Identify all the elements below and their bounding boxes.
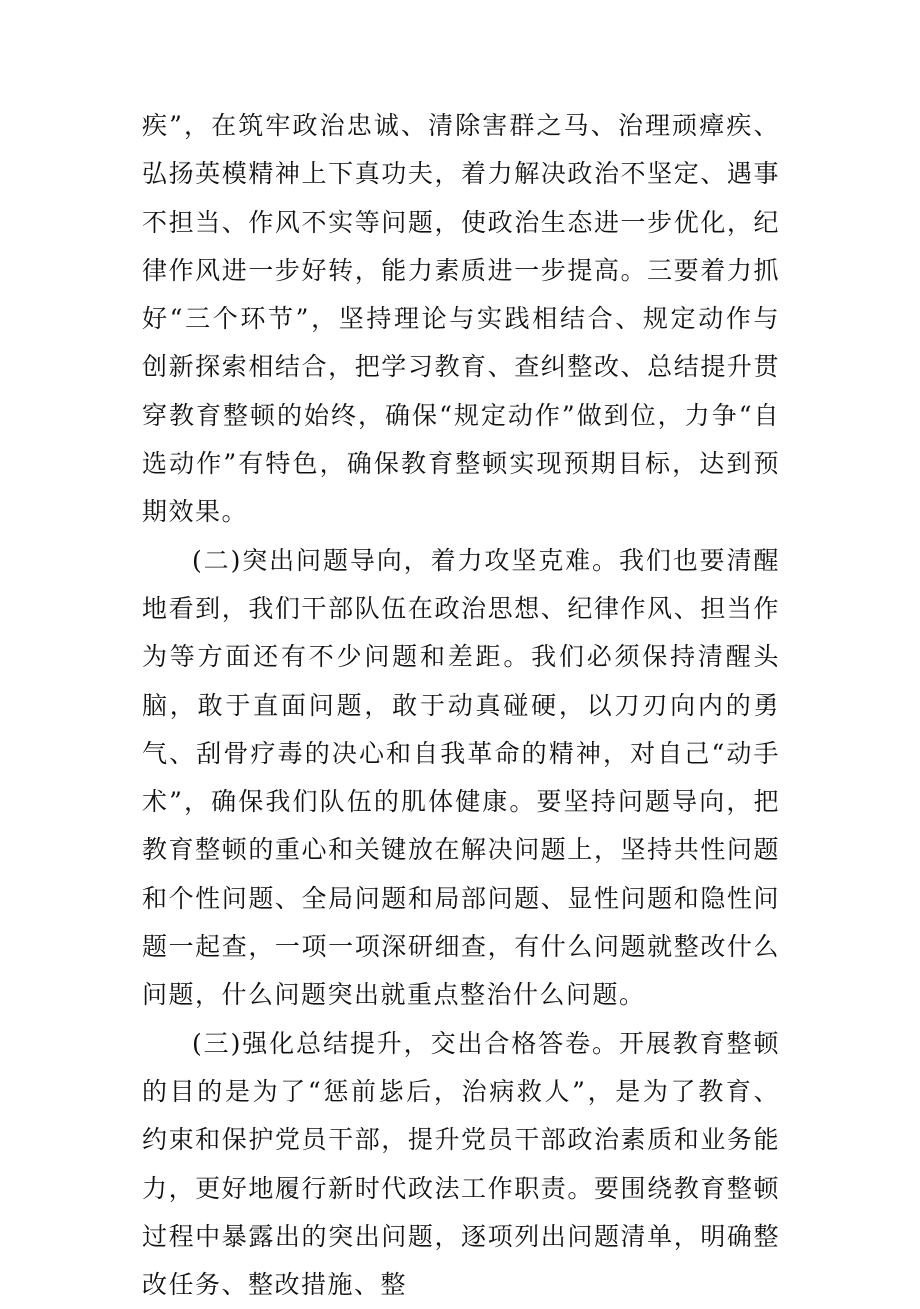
paragraph-section-three: (三)强化总结提升，交出合格答卷。开展教育整顿的目的是为了“惩前毖后，治病救人”，是为了教育、约束和保护党员干部，提升党员干部政治素质和业务能力，更好地履行新时代政法工作职责。要围绕教育整顿过程中暴露出的突出问题，逐项列出问题清单，明确整改任务、整改措施、整 [142, 1028, 780, 1300]
paragraph-continuation: 疾”，在筑牢政治忠诚、清除害群之马、治理顽瘴疾、弘扬英模精神上下真功夫，着力解决政治不坚定、遇事不担当、作风不实等问题，使政治生态进一步优化，纪律作风进一步好转，能力素质进一步提高。三要着力抓好“三个环节”，坚持理论与实践相结合、规定动作与创新探索相结合，把学习教育、查纠整改、总结提升贯穿教育整顿的始终，确保“规定动作”做到位，力争“自选动作”有特色，确保教育整顿实现预期目标，达到预期效果。 [142, 111, 780, 527]
paragraph-section-two: (二)突出问题导向，着力攻坚克难。我们也要清醒地看到，我们干部队伍在政治思想、纪律作风、担当作为等方面还有不少问题和差距。我们必须保持清醒头脑，敢于直面问题，敢于动真碰硬，以刀刃向内的勇气、刮骨疗毒的决心和自我革命的精神，对自己“动手术”，确保我们队伍的肌体健康。要坚持问题导向，把教育整顿的重心和关键放在解决问题上，坚持共性问题和个性问题、全局问题和局部问题、显性问题和隐性问题一起查，一项一项深研细查，有什么问题就整改什么问题，什么问题突出就重点整治什么问题。 [142, 545, 780, 1010]
